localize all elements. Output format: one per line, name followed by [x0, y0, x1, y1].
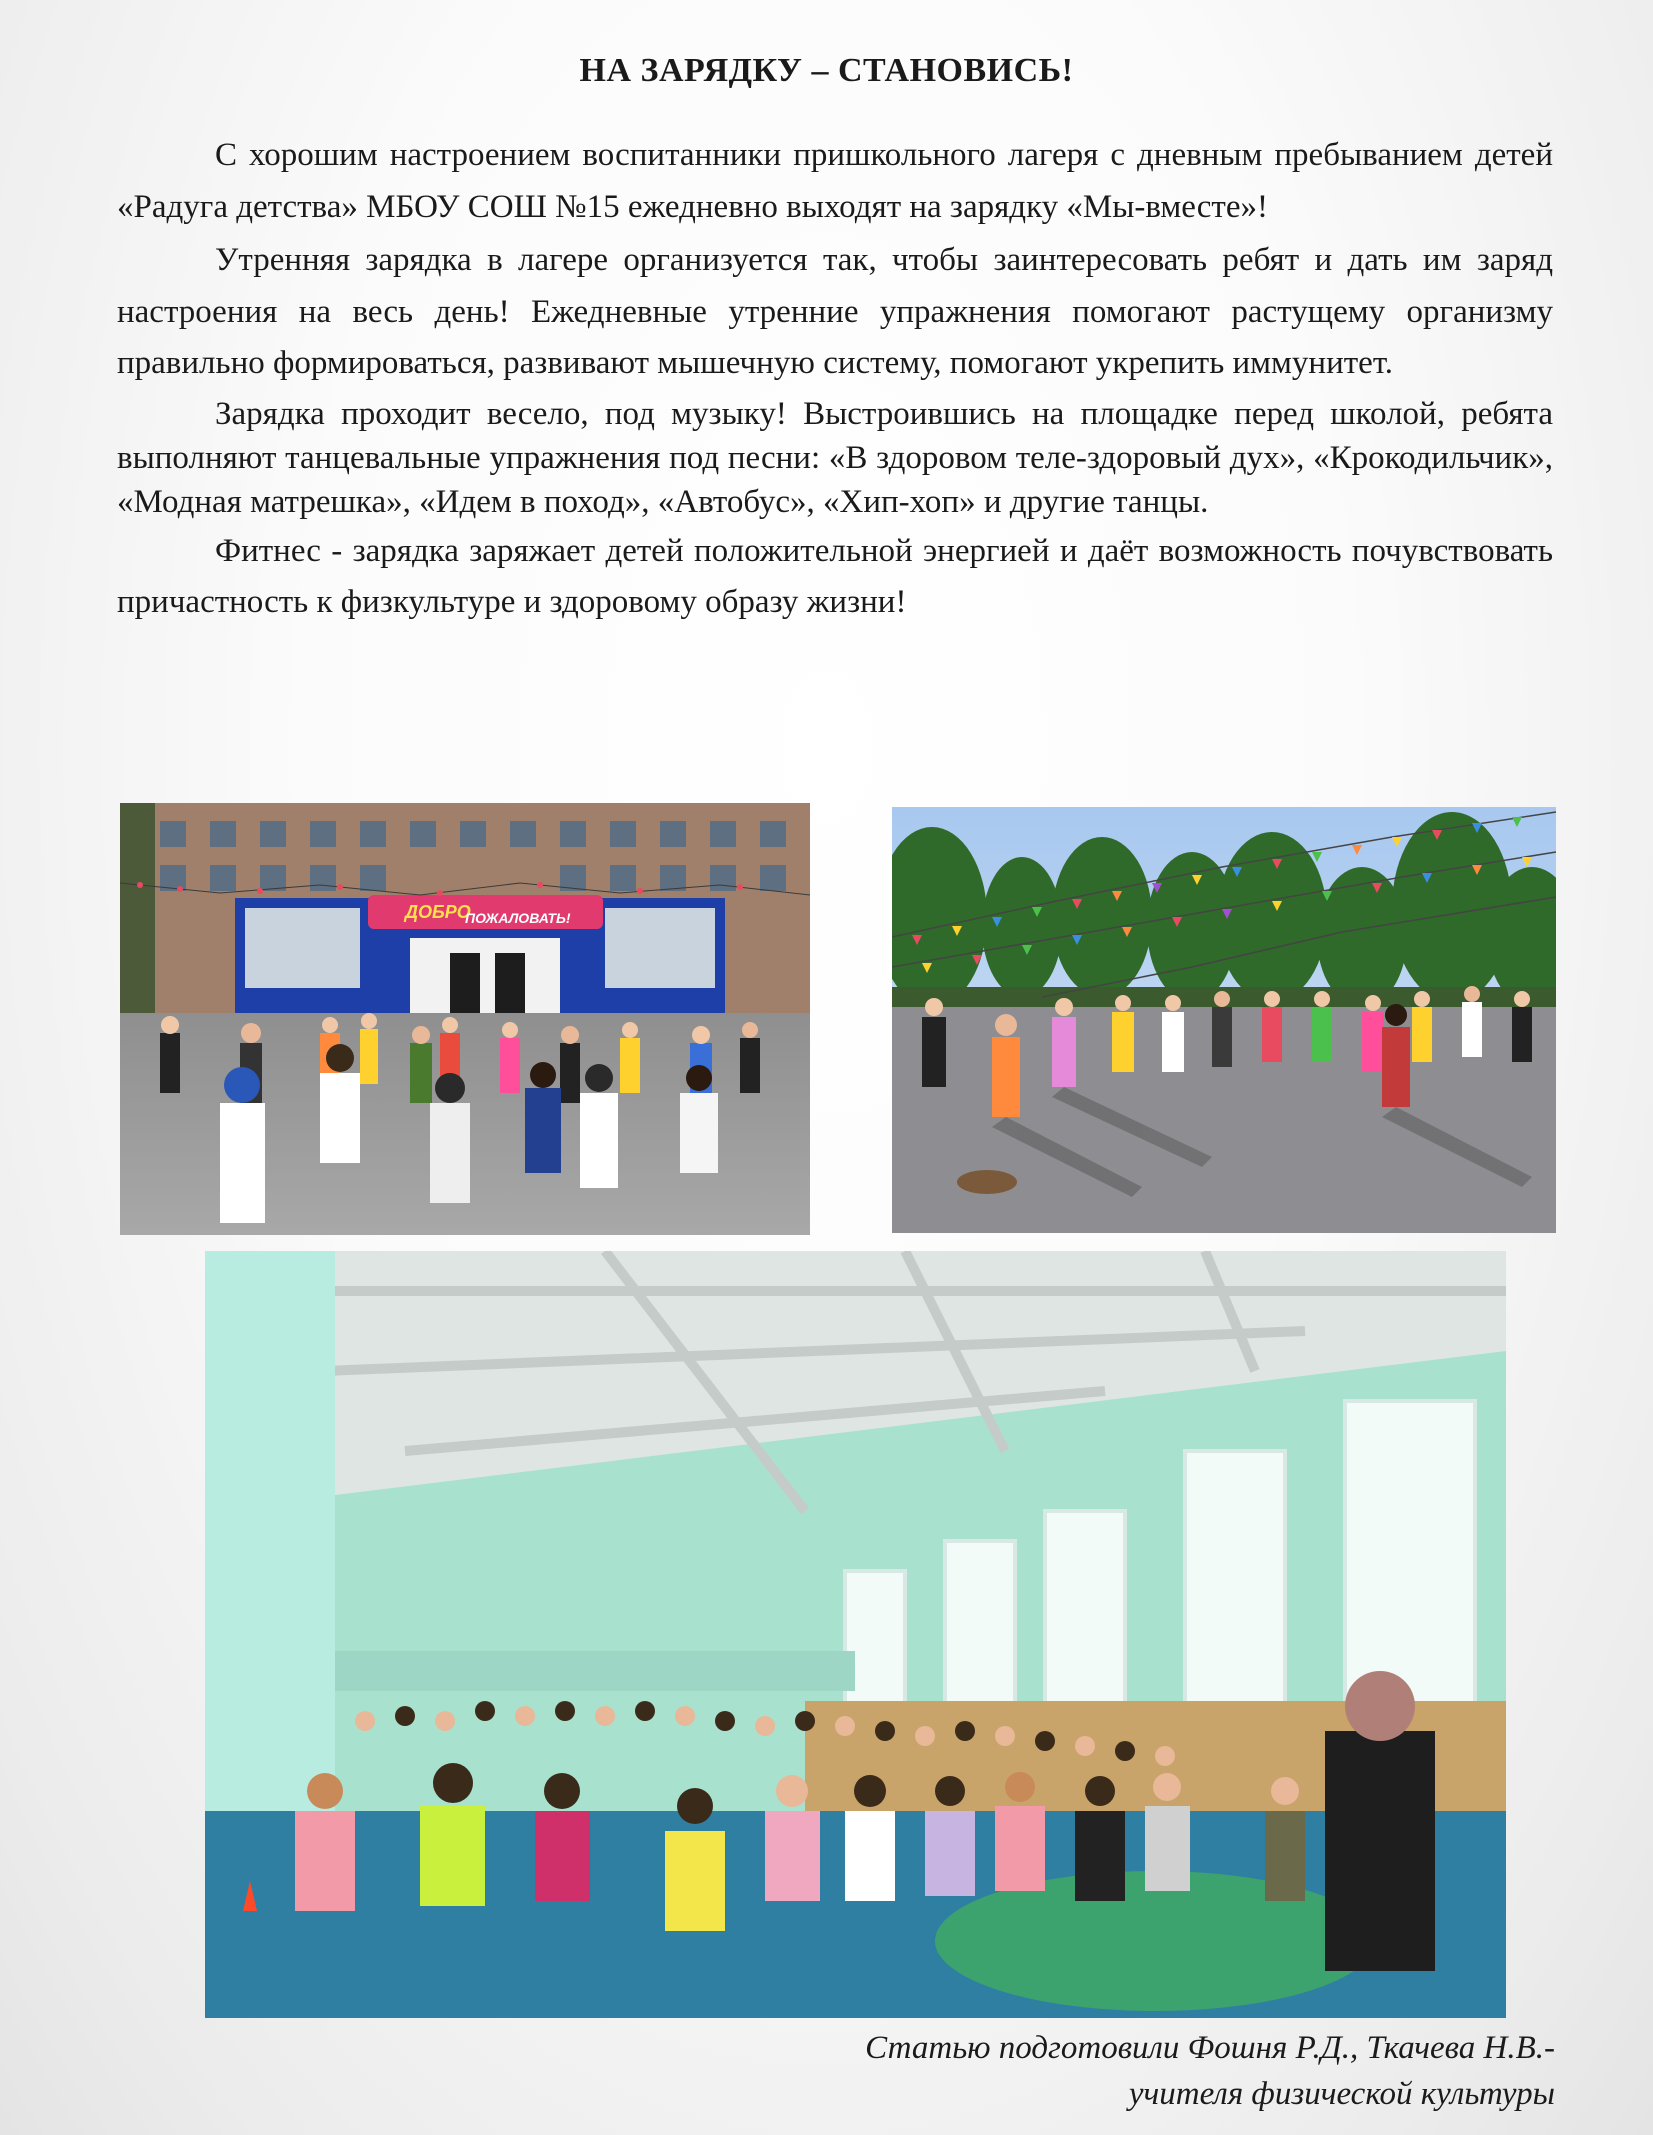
article-title: НА ЗАРЯДКУ – СТАНОВИСЬ!	[579, 52, 1074, 89]
caption-role: учителя физической культуры	[1128, 2076, 1555, 2112]
caption-authors: Статью подготовили Фошня Р.Д., Ткачева Н.В.-	[865, 2030, 1555, 2066]
article-body	[117, 130, 1553, 631]
paragraph-4: Фитнес - зарядка заряжает детей положительной энергией и даёт возможность почувствовать причастность к физкультуре и здоровому образу жизни!	[117, 532, 1553, 620]
article-caption	[865, 2025, 1555, 2117]
paragraph-2: Утренняя зарядка в лагере организуется так, чтобы заинтересовать ребят и дать им заряд настроения на весь день! Ежедневные утренние упражнения помогают растущему организму правильно формироваться, развивают мышечную систему, помогают укрепить иммунитет.	[117, 242, 1553, 381]
photo-outdoor-court	[892, 807, 1556, 1233]
paragraph-1: С хорошим настроением воспитанники пришкольного лагеря с дневным пребыванием детей «Радуга детства» МБОУ СОШ №15 ежедневно выходят на зарядку «Мы-вместе»!	[117, 137, 1553, 225]
photo-gym	[205, 1251, 1506, 2018]
banner-text-1: ДОБРО	[405, 902, 471, 922]
banner-text-2: ПОЖАЛОВАТЬ!	[465, 910, 571, 926]
photo-school-yard	[120, 803, 810, 1235]
paragraph-3: Зарядка проходит весело, под музыку! Выстроившись на площадке перед школой, ребята выполняют танцевальные упражнения под песни: «В здоровом теле-здоровый дух», «Крокодильчик», «Модная матрешка», «Идем в поход», «Автобус», «Хип-хоп» и другие танцы.	[117, 395, 1553, 520]
